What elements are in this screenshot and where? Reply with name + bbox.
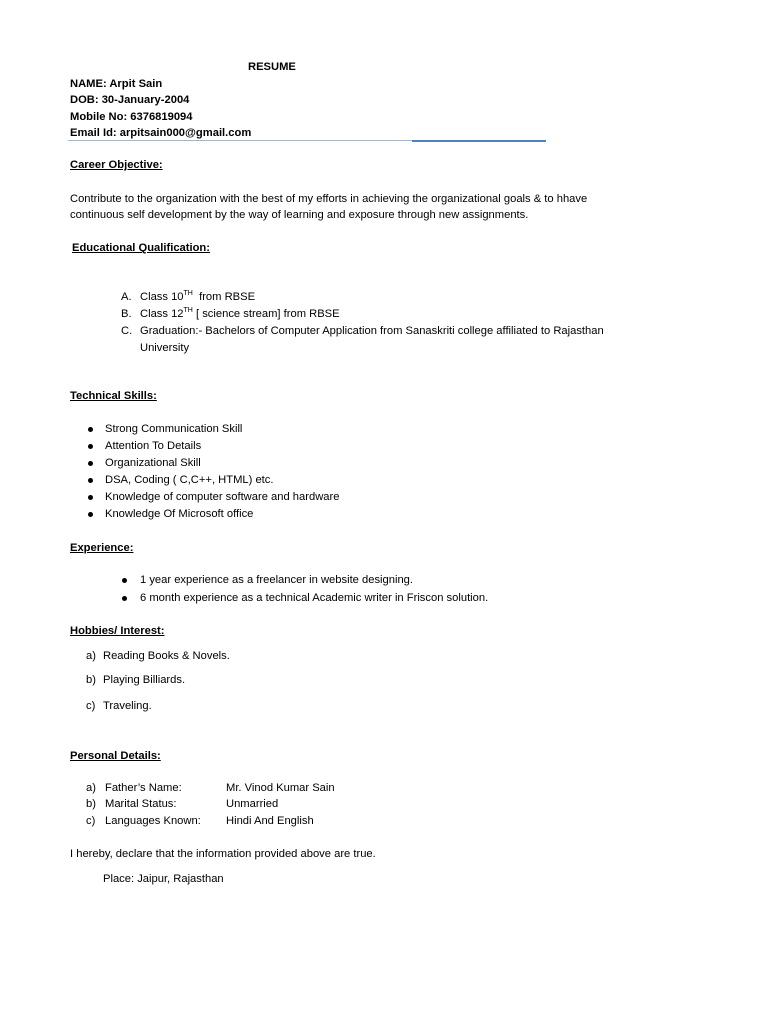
personal-label: Marital Status:	[105, 798, 177, 810]
bullet-icon	[88, 495, 93, 500]
hobby-marker: b)	[86, 674, 96, 686]
place-text: Place: Jaipur, Rajasthan	[103, 873, 224, 885]
education-item-marker: C.	[121, 325, 133, 337]
skill-item: Organizational Skill	[105, 457, 201, 469]
education-item: Class 10TH from RBSE	[140, 290, 256, 303]
experience-heading: Experience:	[70, 542, 134, 554]
personal-details-heading: Personal Details:	[70, 750, 161, 762]
bullet-icon	[122, 578, 127, 583]
skill-item: DSA, Coding ( C,C++, HTML) etc.	[105, 474, 274, 486]
career-objective-line-2: continuous self development by the way of learning and exposure through new assignments.	[70, 209, 529, 221]
email-line: Email Id: arpitsain000@gmail.com	[70, 127, 252, 139]
bullet-icon	[88, 444, 93, 449]
career-objective-heading: Career Objective:	[70, 159, 163, 171]
dob-line: DOB: 30-January-2004	[70, 94, 190, 106]
education-item-marker: A.	[121, 291, 132, 303]
personal-label: Languages Known:	[105, 815, 201, 827]
hobbies-heading: Hobbies/ Interest:	[70, 625, 165, 637]
personal-value: Unmarried	[226, 798, 279, 810]
hobby-item: Reading Books & Novels.	[103, 650, 230, 662]
bullet-icon	[88, 461, 93, 466]
education-item-marker: B.	[121, 308, 132, 320]
document-title: RESUME	[248, 61, 296, 73]
bullet-icon	[88, 478, 93, 483]
skill-item: Strong Communication Skill	[105, 423, 243, 435]
bullet-icon	[88, 512, 93, 517]
experience-item: 6 month experience as a technical Academic writer in Friscon solution.	[140, 592, 489, 604]
skill-item: Knowledge of computer software and hardware	[105, 491, 340, 503]
declaration-text: I hereby, declare that the information provided above are true.	[70, 848, 376, 860]
personal-value: Mr. Vinod Kumar Sain	[226, 782, 335, 794]
experience-item: 1 year experience as a freelancer in website designing.	[140, 574, 414, 586]
hobby-marker: a)	[86, 650, 96, 662]
technical-skills-heading: Technical Skills:	[70, 390, 157, 402]
personal-marker: b)	[86, 798, 96, 810]
skill-item: Knowledge Of Microsoft office	[105, 508, 254, 520]
personal-marker: a)	[86, 782, 96, 794]
name-line: NAME: Arpit Sain	[70, 78, 163, 90]
career-objective-line-1: Contribute to the organization with the best of my efforts in achieving the organizational goals & to hhave	[70, 193, 588, 205]
skill-item: Attention To Details	[105, 440, 202, 452]
personal-marker: c)	[86, 815, 96, 827]
education-item-continuation: University	[140, 342, 190, 354]
personal-label: Father’s Name:	[105, 782, 182, 794]
header-divider	[68, 140, 534, 142]
bullet-icon	[88, 427, 93, 432]
personal-value: Hindi And English	[226, 815, 314, 827]
hobby-marker: c)	[86, 700, 96, 712]
bullet-icon	[122, 596, 127, 601]
hobby-item: Playing Billiards.	[103, 674, 186, 686]
education-item: Graduation:- Bachelors of Computer Application from Sanaskriti college affiliated to Rajasthan	[140, 325, 604, 337]
education-heading: Educational Qualification:	[72, 242, 210, 254]
hobby-item: Traveling.	[103, 700, 152, 712]
education-item: Class 12TH [ science stream] from RBSE	[140, 307, 340, 320]
mobile-line: Mobile No: 6376819094	[70, 111, 193, 123]
